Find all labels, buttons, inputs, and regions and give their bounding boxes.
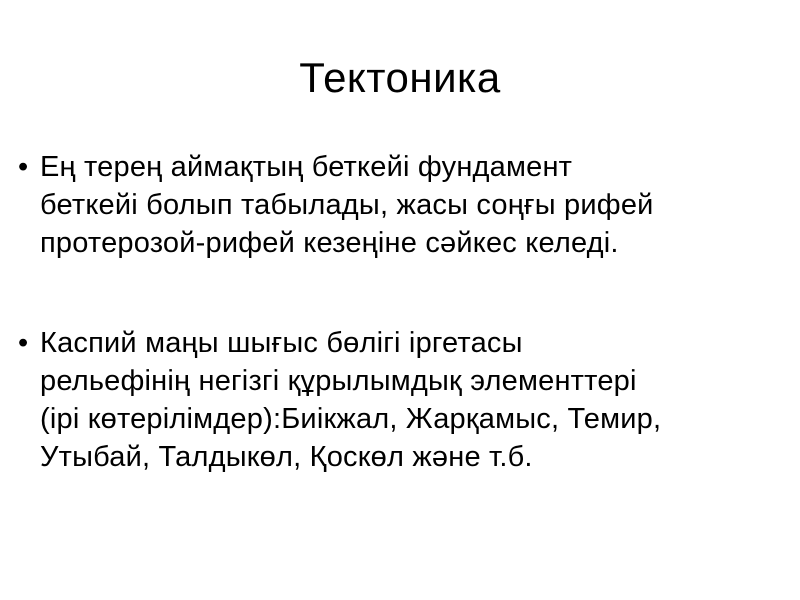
bullet-item bbox=[18, 148, 788, 262]
bullet-list bbox=[18, 148, 788, 476]
bullet-item bbox=[18, 324, 788, 476]
bullet-text: Ең терең аймақтың беткейі фундамент беткейі болып табылады, жасы соңғы рифей протерозой-рифей кезеңіне сәйкес келеді. bbox=[40, 151, 654, 259]
bullet-dot-icon: • bbox=[18, 151, 29, 183]
slide-title: Тектоника bbox=[299, 54, 501, 101]
bullet-dot-icon: • bbox=[18, 327, 29, 359]
bullet-text: Каспий маңы шығыс бөлігі іргетасы рельефінің негізгі құрылымдық элементтері (ірі көтерілімдер):Биікжал, Жарқамыс, Темир, Утыбай, Талдыкөл, Қоскөл және т.б. bbox=[40, 327, 662, 473]
